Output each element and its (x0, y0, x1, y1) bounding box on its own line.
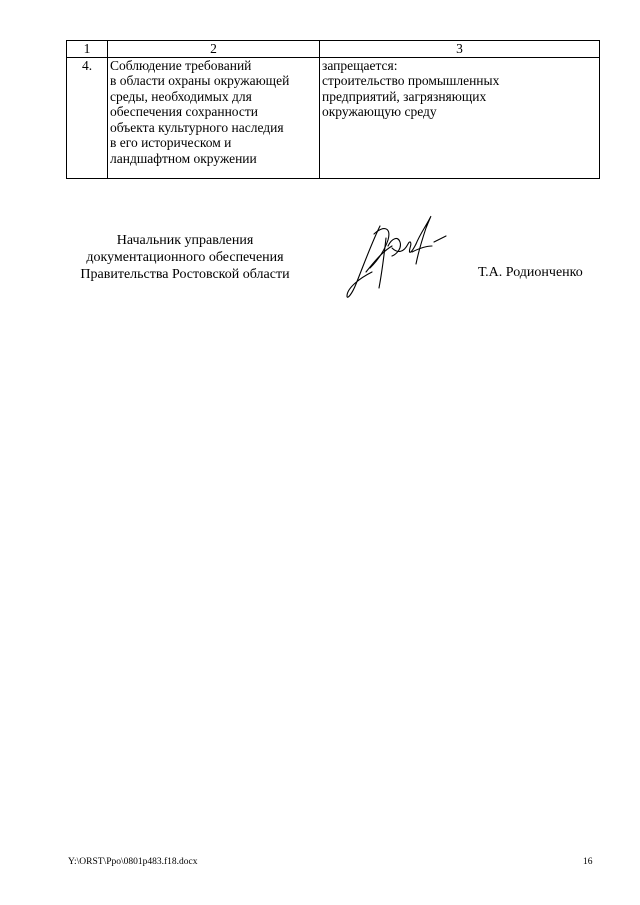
restriction-line: строительство промышленных (322, 73, 500, 88)
requirement-line: среды, необходимых для (110, 88, 252, 104)
restriction-line: запрещается: (322, 57, 398, 73)
restriction-line: окружающую среду (322, 104, 437, 119)
signatory-title (66, 232, 304, 283)
restriction-line: предприятий, загрязняющих (322, 88, 487, 104)
requirement-cell (108, 57, 320, 178)
signatory-title-line: Начальник управления (116, 233, 254, 248)
regulations-table (66, 40, 600, 179)
handwritten-signature (342, 212, 457, 304)
requirement-line: в области охраны окружающей (110, 73, 290, 88)
table-header-row (67, 41, 600, 58)
requirement-line: ландшафтном окружении (110, 150, 257, 166)
requirement-line: объекта культурного наследия (110, 119, 284, 135)
requirement-line: в его историческом и (110, 135, 232, 150)
signatory-title-line: документационного обеспечения (86, 250, 284, 265)
row-number: 4. (67, 57, 108, 178)
column-header-2: 2 (108, 41, 320, 58)
footer-file-path: Y:\ORST\Ppo\0801p483.f18.docx (68, 857, 198, 867)
page-number: 16 (583, 857, 593, 867)
signatory-title-line: Правительства Ростовской области (80, 267, 290, 282)
table-row (67, 57, 600, 178)
column-header-1: 1 (67, 41, 108, 58)
column-header-3: 3 (320, 41, 600, 58)
requirement-line: Соблюдение требований (110, 57, 252, 73)
restriction-cell (320, 57, 600, 178)
requirement-line: обеспечения сохранности (110, 104, 259, 119)
signer-name: Т.А. Родионченко (478, 265, 583, 280)
